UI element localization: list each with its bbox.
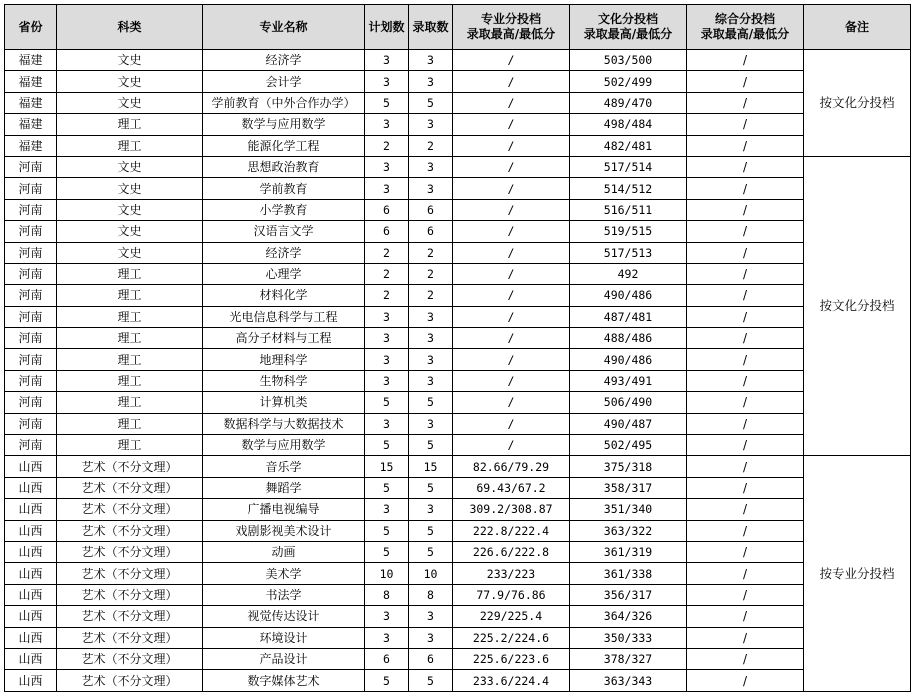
cell-plan-count: 5: [365, 541, 409, 562]
cell-cultural-score: 516/511: [570, 199, 687, 220]
cell-plan-count: 3: [365, 156, 409, 177]
cell-professional-score: 225.2/224.6: [453, 627, 570, 648]
cell-cultural-score: 489/470: [570, 92, 687, 113]
cell-province: 山西: [5, 670, 57, 691]
cell-note: 按文化分投档: [804, 156, 911, 455]
cell-category: 艺术（不分文理）: [57, 520, 203, 541]
cell-admitted-count: 3: [409, 156, 453, 177]
table-row: [5, 263, 911, 284]
cell-professional-score: /: [453, 349, 570, 370]
cell-plan-count: 6: [365, 199, 409, 220]
cell-category: 理工: [57, 370, 203, 391]
cell-cultural-score: 364/326: [570, 606, 687, 627]
cell-province: 河南: [5, 349, 57, 370]
table-row: [5, 135, 911, 156]
table-row: [5, 584, 911, 605]
cell-admitted-count: 5: [409, 541, 453, 562]
cell-plan-count: 3: [365, 114, 409, 135]
cell-composite-score: /: [687, 242, 804, 263]
cell-composite-score: /: [687, 584, 804, 605]
cell-cultural-score: 517/514: [570, 156, 687, 177]
cell-professional-score: /: [453, 370, 570, 391]
cell-category: 文史: [57, 221, 203, 242]
cell-composite-score: /: [687, 456, 804, 477]
header-composite-line2: 录取最高/最低分: [700, 27, 790, 41]
cell-province: 山西: [5, 541, 57, 562]
cell-major: 数字媒体艺术: [203, 670, 365, 691]
cell-cultural-score: 363/343: [570, 670, 687, 691]
table-row: [5, 648, 911, 669]
table-row: [5, 114, 911, 135]
cell-professional-score: /: [453, 114, 570, 135]
cell-composite-score: /: [687, 135, 804, 156]
cell-major: 数学与应用数学: [203, 114, 365, 135]
cell-province: 山西: [5, 520, 57, 541]
cell-professional-score: /: [453, 242, 570, 263]
cell-category: 文史: [57, 92, 203, 113]
cell-category: 理工: [57, 114, 203, 135]
cell-major: 学前教育（中外合作办学）: [203, 92, 365, 113]
cell-composite-score: /: [687, 92, 804, 113]
header-row: [5, 5, 911, 50]
cell-professional-score: 229/225.4: [453, 606, 570, 627]
table-row: [5, 71, 911, 92]
cell-major: 能源化学工程: [203, 135, 365, 156]
cell-composite-score: /: [687, 413, 804, 434]
cell-province: 河南: [5, 178, 57, 199]
cell-admitted-count: 5: [409, 670, 453, 691]
cell-composite-score: /: [687, 606, 804, 627]
cell-province: 山西: [5, 606, 57, 627]
table-row: [5, 563, 911, 584]
cell-province: 河南: [5, 263, 57, 284]
cell-plan-count: 6: [365, 221, 409, 242]
table-row: [5, 477, 911, 498]
cell-admitted-count: 3: [409, 178, 453, 199]
cell-admitted-count: 8: [409, 584, 453, 605]
cell-plan-count: 5: [365, 92, 409, 113]
table-row: [5, 499, 911, 520]
cell-category: 艺术（不分文理）: [57, 606, 203, 627]
cell-category: 艺术（不分文理）: [57, 477, 203, 498]
cell-plan-count: 5: [365, 477, 409, 498]
cell-admitted-count: 2: [409, 285, 453, 306]
cell-plan-count: 2: [365, 263, 409, 284]
cell-major: 思想政治教育: [203, 156, 365, 177]
cell-admitted-count: 5: [409, 520, 453, 541]
cell-professional-score: /: [453, 392, 570, 413]
cell-major: 书法学: [203, 584, 365, 605]
cell-admitted-count: 3: [409, 370, 453, 391]
table-row: [5, 50, 911, 71]
cell-province: 福建: [5, 92, 57, 113]
cell-professional-score: /: [453, 328, 570, 349]
cell-cultural-score: 493/491: [570, 370, 687, 391]
cell-cultural-score: 519/515: [570, 221, 687, 242]
table-row: [5, 328, 911, 349]
cell-composite-score: /: [687, 50, 804, 71]
header-professional-line2: 录取最高/最低分: [466, 27, 556, 41]
cell-professional-score: /: [453, 221, 570, 242]
cell-composite-score: /: [687, 627, 804, 648]
admission-score-table: [4, 4, 911, 692]
cell-category: 理工: [57, 413, 203, 434]
cell-plan-count: 3: [365, 178, 409, 199]
cell-major: 小学教育: [203, 199, 365, 220]
cell-admitted-count: 5: [409, 435, 453, 456]
cell-plan-count: 15: [365, 456, 409, 477]
table-row: [5, 392, 911, 413]
cell-professional-score: 222.8/222.4: [453, 520, 570, 541]
cell-professional-score: 233.6/224.4: [453, 670, 570, 691]
cell-cultural-score: 482/481: [570, 135, 687, 156]
cell-province: 河南: [5, 413, 57, 434]
cell-admitted-count: 6: [409, 648, 453, 669]
cell-category: 理工: [57, 285, 203, 306]
cell-cultural-score: 488/486: [570, 328, 687, 349]
cell-professional-score: /: [453, 285, 570, 306]
cell-plan-count: 5: [365, 392, 409, 413]
cell-plan-count: 3: [365, 71, 409, 92]
cell-plan-count: 3: [365, 50, 409, 71]
cell-province: 山西: [5, 627, 57, 648]
cell-admitted-count: 3: [409, 328, 453, 349]
cell-major: 环境设计: [203, 627, 365, 648]
cell-cultural-score: 503/500: [570, 50, 687, 71]
table-row: [5, 306, 911, 327]
cell-province: 山西: [5, 648, 57, 669]
cell-composite-score: /: [687, 541, 804, 562]
cell-composite-score: /: [687, 285, 804, 306]
cell-cultural-score: 375/318: [570, 456, 687, 477]
table-body: [5, 50, 911, 692]
header-category: 科类: [57, 5, 203, 50]
table-row: [5, 413, 911, 434]
cell-major: 舞蹈学: [203, 477, 365, 498]
header-professional-score: [453, 5, 570, 50]
cell-plan-count: 3: [365, 606, 409, 627]
cell-admitted-count: 3: [409, 606, 453, 627]
cell-province: 山西: [5, 584, 57, 605]
cell-admitted-count: 3: [409, 349, 453, 370]
cell-composite-score: /: [687, 648, 804, 669]
cell-category: 艺术（不分文理）: [57, 499, 203, 520]
cell-province: 福建: [5, 114, 57, 135]
cell-admitted-count: 2: [409, 242, 453, 263]
cell-admitted-count: 5: [409, 477, 453, 498]
cell-category: 文史: [57, 156, 203, 177]
cell-professional-score: /: [453, 156, 570, 177]
cell-admitted-count: 3: [409, 114, 453, 135]
cell-major: 材料化学: [203, 285, 365, 306]
cell-major: 戏剧影视美术设计: [203, 520, 365, 541]
cell-major: 产品设计: [203, 648, 365, 669]
cell-admitted-count: 2: [409, 135, 453, 156]
header-note: 备注: [804, 5, 911, 50]
table-row: [5, 349, 911, 370]
header-plan: 计划数: [365, 5, 409, 50]
header-professional-line1: 专业分投档: [480, 12, 541, 26]
table-row: [5, 520, 911, 541]
cell-province: 河南: [5, 242, 57, 263]
cell-professional-score: 233/223: [453, 563, 570, 584]
cell-composite-score: /: [687, 477, 804, 498]
cell-professional-score: 226.6/222.8: [453, 541, 570, 562]
cell-plan-count: 3: [365, 499, 409, 520]
cell-admitted-count: 10: [409, 563, 453, 584]
cell-note: 按专业分投档: [804, 456, 911, 691]
cell-province: 山西: [5, 563, 57, 584]
cell-professional-score: /: [453, 413, 570, 434]
table-row: [5, 242, 911, 263]
cell-province: 河南: [5, 370, 57, 391]
cell-category: 艺术（不分文理）: [57, 627, 203, 648]
table-row: [5, 627, 911, 648]
cell-plan-count: 5: [365, 435, 409, 456]
cell-major: 会计学: [203, 71, 365, 92]
cell-category: 文史: [57, 71, 203, 92]
cell-cultural-score: 378/327: [570, 648, 687, 669]
cell-composite-score: /: [687, 306, 804, 327]
cell-province: 山西: [5, 477, 57, 498]
cell-category: 理工: [57, 263, 203, 284]
cell-plan-count: 3: [365, 370, 409, 391]
cell-professional-score: /: [453, 71, 570, 92]
header-cultural-line1: 文化分投档: [597, 12, 658, 26]
cell-plan-count: 10: [365, 563, 409, 584]
cell-category: 文史: [57, 242, 203, 263]
cell-major: 地理科学: [203, 349, 365, 370]
cell-category: 艺术（不分文理）: [57, 670, 203, 691]
cell-professional-score: /: [453, 435, 570, 456]
cell-composite-score: /: [687, 156, 804, 177]
cell-province: 福建: [5, 135, 57, 156]
cell-cultural-score: 492: [570, 263, 687, 284]
cell-composite-score: /: [687, 670, 804, 691]
cell-plan-count: 8: [365, 584, 409, 605]
cell-professional-score: /: [453, 92, 570, 113]
cell-category: 艺术（不分文理）: [57, 563, 203, 584]
table-header: [5, 5, 911, 50]
cell-cultural-score: 517/513: [570, 242, 687, 263]
cell-admitted-count: 2: [409, 263, 453, 284]
cell-province: 河南: [5, 306, 57, 327]
cell-major: 视觉传达设计: [203, 606, 365, 627]
cell-professional-score: 69.43/67.2: [453, 477, 570, 498]
cell-professional-score: 77.9/76.86: [453, 584, 570, 605]
cell-cultural-score: 361/338: [570, 563, 687, 584]
cell-category: 理工: [57, 435, 203, 456]
cell-major: 高分子材料与工程: [203, 328, 365, 349]
table-row: [5, 178, 911, 199]
cell-plan-count: 2: [365, 135, 409, 156]
cell-admitted-count: 3: [409, 306, 453, 327]
admission-table-container: [4, 4, 911, 692]
cell-plan-count: 5: [365, 520, 409, 541]
cell-major: 生物科学: [203, 370, 365, 391]
cell-major: 数学与应用数学: [203, 435, 365, 456]
header-cultural-score: [570, 5, 687, 50]
cell-composite-score: /: [687, 563, 804, 584]
table-row: [5, 156, 911, 177]
cell-province: 福建: [5, 71, 57, 92]
cell-cultural-score: 358/317: [570, 477, 687, 498]
cell-professional-score: /: [453, 263, 570, 284]
cell-composite-score: /: [687, 178, 804, 199]
cell-category: 理工: [57, 306, 203, 327]
cell-cultural-score: 361/319: [570, 541, 687, 562]
cell-province: 河南: [5, 156, 57, 177]
cell-category: 理工: [57, 328, 203, 349]
cell-province: 山西: [5, 456, 57, 477]
cell-category: 文史: [57, 50, 203, 71]
cell-plan-count: 3: [365, 627, 409, 648]
cell-cultural-score: 502/499: [570, 71, 687, 92]
table-row: [5, 370, 911, 391]
cell-composite-score: /: [687, 370, 804, 391]
table-row: [5, 285, 911, 306]
cell-major: 经济学: [203, 242, 365, 263]
cell-plan-count: 2: [365, 242, 409, 263]
cell-plan-count: 2: [365, 285, 409, 306]
cell-professional-score: 309.2/308.87: [453, 499, 570, 520]
cell-composite-score: /: [687, 435, 804, 456]
table-row: [5, 541, 911, 562]
cell-category: 文史: [57, 199, 203, 220]
cell-note: 按文化分投档: [804, 50, 911, 157]
cell-major: 动画: [203, 541, 365, 562]
table-row: [5, 92, 911, 113]
cell-composite-score: /: [687, 499, 804, 520]
cell-admitted-count: 3: [409, 627, 453, 648]
cell-major: 学前教育: [203, 178, 365, 199]
cell-cultural-score: 351/340: [570, 499, 687, 520]
cell-major: 计算机类: [203, 392, 365, 413]
cell-admitted-count: 5: [409, 392, 453, 413]
table-row: [5, 456, 911, 477]
table-row: [5, 199, 911, 220]
cell-professional-score: /: [453, 135, 570, 156]
cell-cultural-score: 490/486: [570, 285, 687, 306]
cell-cultural-score: 514/512: [570, 178, 687, 199]
cell-composite-score: /: [687, 392, 804, 413]
cell-composite-score: /: [687, 263, 804, 284]
cell-category: 理工: [57, 392, 203, 413]
cell-professional-score: /: [453, 50, 570, 71]
cell-cultural-score: 506/490: [570, 392, 687, 413]
cell-admitted-count: 6: [409, 221, 453, 242]
header-cultural-line2: 录取最高/最低分: [583, 27, 673, 41]
cell-composite-score: /: [687, 349, 804, 370]
cell-professional-score: 82.66/79.29: [453, 456, 570, 477]
cell-cultural-score: 363/322: [570, 520, 687, 541]
cell-plan-count: 6: [365, 648, 409, 669]
cell-professional-score: /: [453, 178, 570, 199]
cell-major: 美术学: [203, 563, 365, 584]
cell-category: 艺术（不分文理）: [57, 584, 203, 605]
cell-composite-score: /: [687, 520, 804, 541]
table-row: [5, 435, 911, 456]
cell-plan-count: 3: [365, 349, 409, 370]
cell-province: 河南: [5, 328, 57, 349]
cell-category: 艺术（不分文理）: [57, 541, 203, 562]
cell-admitted-count: 5: [409, 92, 453, 113]
header-admitted: 录取数: [409, 5, 453, 50]
header-province: 省份: [5, 5, 57, 50]
cell-province: 河南: [5, 221, 57, 242]
table-row: [5, 670, 911, 691]
cell-professional-score: /: [453, 199, 570, 220]
cell-province: 山西: [5, 499, 57, 520]
cell-major: 经济学: [203, 50, 365, 71]
cell-category: 理工: [57, 135, 203, 156]
cell-province: 河南: [5, 435, 57, 456]
cell-plan-count: 5: [365, 670, 409, 691]
header-composite-line1: 综合分投档: [714, 12, 775, 26]
table-row: [5, 606, 911, 627]
header-major: 专业名称: [203, 5, 365, 50]
cell-category: 艺术（不分文理）: [57, 456, 203, 477]
cell-cultural-score: 356/317: [570, 584, 687, 605]
cell-major: 广播电视编导: [203, 499, 365, 520]
header-composite-score: [687, 5, 804, 50]
cell-major: 汉语言文学: [203, 221, 365, 242]
cell-cultural-score: 490/487: [570, 413, 687, 434]
cell-province: 河南: [5, 392, 57, 413]
cell-admitted-count: 3: [409, 413, 453, 434]
cell-cultural-score: 502/495: [570, 435, 687, 456]
cell-category: 文史: [57, 178, 203, 199]
cell-plan-count: 3: [365, 413, 409, 434]
cell-major: 音乐学: [203, 456, 365, 477]
cell-cultural-score: 490/486: [570, 349, 687, 370]
cell-admitted-count: 3: [409, 499, 453, 520]
cell-major: 数据科学与大数据技术: [203, 413, 365, 434]
cell-plan-count: 3: [365, 306, 409, 327]
cell-composite-score: /: [687, 114, 804, 135]
cell-cultural-score: 498/484: [570, 114, 687, 135]
cell-cultural-score: 487/481: [570, 306, 687, 327]
cell-plan-count: 3: [365, 328, 409, 349]
cell-province: 福建: [5, 50, 57, 71]
cell-composite-score: /: [687, 71, 804, 92]
cell-admitted-count: 15: [409, 456, 453, 477]
cell-admitted-count: 3: [409, 71, 453, 92]
cell-professional-score: 225.6/223.6: [453, 648, 570, 669]
cell-composite-score: /: [687, 221, 804, 242]
cell-admitted-count: 6: [409, 199, 453, 220]
cell-category: 理工: [57, 349, 203, 370]
table-row: [5, 221, 911, 242]
cell-composite-score: /: [687, 199, 804, 220]
cell-category: 艺术（不分文理）: [57, 648, 203, 669]
cell-admitted-count: 3: [409, 50, 453, 71]
cell-major: 心理学: [203, 263, 365, 284]
cell-composite-score: /: [687, 328, 804, 349]
cell-major: 光电信息科学与工程: [203, 306, 365, 327]
cell-cultural-score: 350/333: [570, 627, 687, 648]
cell-province: 河南: [5, 199, 57, 220]
cell-professional-score: /: [453, 306, 570, 327]
cell-province: 河南: [5, 285, 57, 306]
